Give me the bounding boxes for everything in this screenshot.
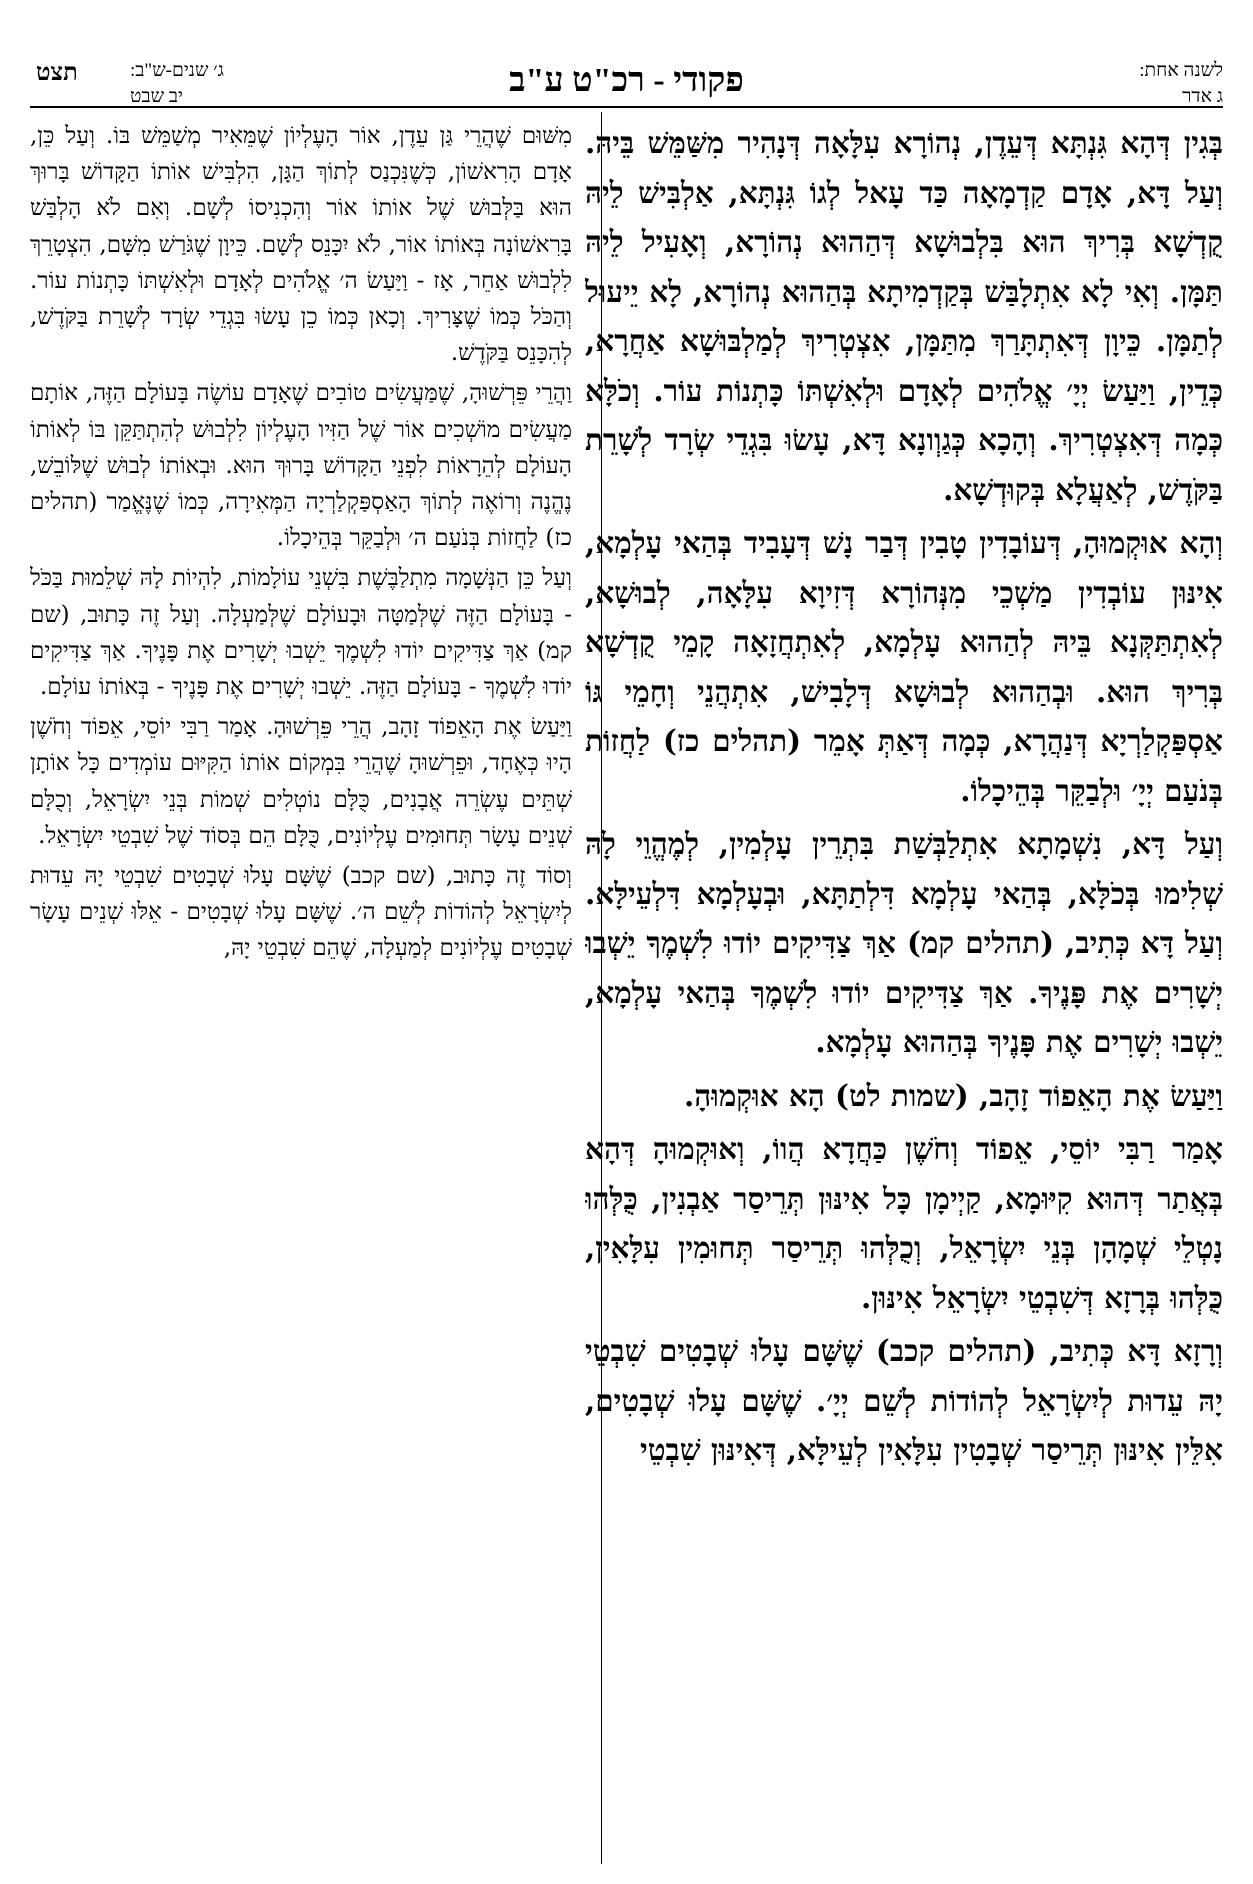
header-schedule-date: ג אדר — [1182, 86, 1223, 107]
page-header — [30, 52, 1223, 108]
main-paragraph: וְעַל דָּא, נִשְׁמָתָא אִתְלַבְּשַׁת בִּתְרֵין עָלְמִין, לְמֶהֱוֵי לָהּ שְׁלִימוּ בְּכֹלָּא, בְּהַאי עָלְמָא דִּלְתַתָּא, וּבְעָלְמָא דִּלְעֵילָּא. וְעַל דָּא כְּתִיב, (תהלים קמ) אַךְ צַדִּיקִים יוֹדוּ לִשְׁמֶךָ יֵשְׁבוּ יְשָׁרִים אֶת פָּנֶיךָ. אַךְ צַדִּיקִים יוֹדוּ לִשְׁמֶךָ בְּהַאי עָלְמָא, יֵשְׁבוּ יְשָׁרִים אֶת פָּנֶיךָ בְּהַהוּא עָלְמָא. — [585, 826, 1223, 1059]
page-number: תצט — [36, 60, 78, 86]
main-aramaic-column — [585, 118, 1223, 1864]
commentary-paragraph: מִשּׁוּם שֶׁהֲרֵי גַּן עֵדֶן, אוֹר הָעֶלְיוֹן שֶׁמֵּאִיר מְשַׁמֵּשׁ בּוֹ. וְעַל כֵּן, אָדָם הָרִאשׁוֹן, כְּשֶׁנִּכְנַס לְתוֹךְ הַגָּן, הִלְבִּישׁ אוֹתוֹ הַקָּדוֹשׁ בָּרוּךְ הוּא בַּלְּבוּשׁ שֶׁל אוֹתוֹ אוֹר וְהִכְנִיסוֹ לְשָׁם. וְאִם לֹא הָלְבַּשׁ בָּרִאשׁוֹנָה בְּאוֹתוֹ אוֹר, לֹא יִכָּנֵס לְשָׁם. כֵּיוָן שֶׁגֹּרַשׁ מִשָּׁם, הִצְטָרֵךְ לִלְבוּשׁ אַחֵר, אָז - וַיַּעַשׂ ה׳ אֱלֹהִים לְאָדָם וּלְאִשְׁתּוֹ כָּתְנוֹת עוֹר. וְהַכֹּל כְּמוֹ שֶׁצָּרִיךְ. וְכָאן כְּמוֹ כֵן עָשׂוּ בִּגְדֵי שְׂרָד לְשָׁרֵת בַּקֹּדֶשׁ, לְהִכָּנֵס בַּקֹּדֶשׁ. — [30, 123, 572, 367]
commentary-paragraph: וַהֲרֵי פֵּרְשׁוּהָ, שֶׁמַּעֲשִׂים טוֹבִים שֶׁאָדָם עוֹשֶׂה בָּעוֹלָם הַזֶּה, אוֹתָם מַעֲשִׂים מוֹשְׁכִים אוֹר שֶׁל הַזִּיו הָעֶלְיוֹן לִלְבוּשׁ לְהִתְתַּקֵּן בּוֹ לְאוֹתוֹ הָעוֹלָם לְהֵרָאוֹת לִפְנֵי הַקָּדוֹשׁ בָּרוּךְ הוּא. וּבְאוֹתוֹ לְבוּשׁ שֶׁלּוֹבֵשׁ, נֶהֱנֶה וְרוֹאֶה לְתוֹךְ הָאַסְפַּקְלַרְיָה הַמְּאִירָה, כְּמוֹ שֶׁנֶּאֱמַר (תהלים כז) לַחֲזוֹת בְּנֹעַם ה׳ וּלְבַקֵּר בְּהֵיכָלוֹ. — [30, 380, 572, 552]
main-paragraph: וְהָא אוּקְמוּהָ, דְּעוֹבָדִין טָבִין דְּבַר נָשׁ דְּעָבִיד בְּהַאי עָלְמָא, אִינּוּן עוֹבְדִין מַשְׁכֵי מִנְּהוֹרָא דְּזִיוָא עִלָּאָה, לְבוּשָׁא, לְאִתְתַּקְּנָא בֵּיהּ לְהַהוּא עָלְמָא, לְאִתְחֲזָאָה קָמֵי קֻדְשָׁא בְּרִיךְ הוּא. וּבְהַהוּא לְבוּשָׁא דְּלָבִישׁ, אִתְהֲנֵי וְחָמֵי גּוֹ אַסְפַּקְלַרְיָא דְּנַהֲרָא, כְּמָה דְּאַתְּ אָמֵר (תהלים כז) לַחֲזוֹת בְּנֹעַם יְיָ׳ וּלְבַקֵּר בְּהֵיכָלוֹ. — [585, 525, 1223, 808]
main-paragraph: אָמַר רַבִּי יוֹסֵי, אֵפוֹד וְחֹשֶׁן כַּחֲדָא הֲווֹ, וְאוּקְמוּהָ דְּהָא בְּאֲתַר דְּהוּא קִיּוּמָא, קַיְימָן כָּל אִינּוּן תְּרֵיסַר אַבְנִין, כֻּלְּהוּ נָטְלֵי שְׁמָהָן בְּנֵי יִשְׂרָאֵל, וְכֻלְּהוּ תְּרֵיסַר תְּחוּמִין עִלָּאִין, כֻּלְּהוּ בְּרָזָא דְּשִׁבְטֵי יִשְׂרָאֵל אִינּוּן. — [585, 1131, 1223, 1315]
hebrew-translation-column — [30, 118, 572, 1864]
header-cycle-date: יב שבט — [130, 86, 183, 107]
commentary-paragraph: וְסוֹד זֶה כָּתוּב, (שם קכב) שֶׁשָּׁם עָלוּ שְׁבָטִים שִׁבְטֵי יָהּ עֵדוּת לְיִשְׂרָאֵל לְהוֹדוֹת לְשֵׁם ה׳. שֶׁשָּׁם עָלוּ שְׁבָטִים - אֵלּוּ שְׁנֵים עָשָׂר שְׁבָטִים עֶלְיוֹנִים לְמַעְלָה, שֶׁהֵם שִׁבְטֵי יָהּ, — [30, 863, 572, 962]
commentary-paragraph: וַיַּעַשׂ אֶת הָאֵפוֹד זָהָב, הֲרֵי פֵּרְשׁוּהָ. אָמַר רַבִּי יוֹסֵי, אֵפוֹד וְחֹשֶׁן הָיוּ כְּאֶחָד, וּפֵרְשׁוּהָ שֶׁהֲרֵי בִּמְקוֹם אוֹתוֹ הַקִּיּוּם עוֹמְדִים כָּל אוֹתָן שְׁתֵּים עֶשְׂרֵה אֲבָנִים, כֻּלָּם נוֹטְלִים שְׁמוֹת בְּנֵי יִשְׂרָאֵל, וְכֻלָּם שְׁנֵים עָשָׂר תְּחוּמִים עֶלְיוֹנִים, כֻּלָּם הֵם בְּסוֹד שֶׁל שִׁבְטֵי יִשְׂרָאֵל. — [30, 714, 572, 849]
commentary-paragraph: וְעַל כֵּן הַנְּשָׁמָה מִתְלַבֶּשֶׁת בִּשְׁנֵי עוֹלָמוֹת, לִהְיוֹת לָהּ שְׁלֵמוּת בַּכֹּל - בָּעוֹלָם הַזֶּה שֶׁלְּמַטָּה וּבָעוֹלָם שֶׁלְּמַעְלָה. וְעַל זֶה כָּתוּב, (שם קמ) אַךְ צַדִּיקִים יוֹדוּ לִשְׁמֶךָ יֵשְׁבוּ יְשָׁרִים אֶת פָּנֶיךָ. אַךְ צַדִּיקִים יוֹדוּ לִשְׁמֶךָ - בָּעוֹלָם הַזֶּה. יֵשְׁבוּ יְשָׁרִים אֶת פָּנֶיךָ - בְּאוֹתוֹ עוֹלָם. — [30, 565, 572, 701]
page-title: פקודי - רכ"ט ע"ב — [509, 62, 744, 99]
header-schedule-label: לשנה אחת: — [1139, 60, 1223, 81]
main-paragraph: וַיַּעַשׂ אֶת הָאֵפוֹד זָהָב, (שמות לט) הָא אוּקְמוּהָ. — [684, 1077, 1223, 1113]
header-rule — [30, 106, 1223, 108]
header-cycle-label: ג׳ שנים-ש"ב: — [130, 60, 224, 81]
main-paragraph: וְרָזָא דָּא כְּתִיב, (תהלים קכב) שֶׁשָּׁם עָלוּ שְׁבָטִים שִׁבְטֵי יָהּ עֵדוּת לְיִשְׂרָאֵל לְהוֹדוֹת לְשֵׁם יְיָ׳. שֶׁשָּׁם עָלוּ שְׁבָטִים, אִלֵּין אִינּוּן תְּרֵיסַר שְׁבָטִין עִלָּאִין לְעֵילָּא, דְּאִינּוּן שִׁבְטֵי — [585, 1333, 1223, 1467]
main-paragraph: בְּגִין דְּהָא גִּנְתָּא דְּעֵדֶן, נְהוֹרָא עִלָּאָה דְּנָהִיר מִשַּׁמֵּשׁ בֵּיהּ. וְעַל דָּא, אָדָם קַדְמָאָה כַּד עָאל לְגוֹ גִּנְתָּא, אַלְבִּישׁ לֵיהּ קֻדְשָׁא בְּרִיךְ הוּא בִּלְבוּשָׁא דְּהַהוּא נְהוֹרָא, וְאָעִיל לֵיהּ תַּמָּן. וְאִי לָא אִתְלָבַּשׁ בְּקַדְמִיתָא בְּהַהוּא נְהוֹרָא, לָא יֵיעוּל לְתַמָּן. כֵּיוָן דְּאִתְתָּרַךְ מִתַּמָּן, אִצְטְרִיךְ לְמַלְבּוּשָׁא אַחֲרָא, כְּדֵין, וַיַּעַשׂ יְיָ׳ אֱלֹהִים לְאָדָם וּלְאִשְׁתּוֹ כָּתְנוֹת עוֹר. וְכֹלָּא כְּמָה דְּאִצְטְרִיךְ. וְהָכָא כְּגַוְונָא דָּא, עָשׂוּ בִּגְדֵי שְׂרָד לְשָׁרֵת בַּקֹּדֶשׁ, לְאַעֲלָא בְּקוּדְשָׁא. — [585, 125, 1223, 507]
